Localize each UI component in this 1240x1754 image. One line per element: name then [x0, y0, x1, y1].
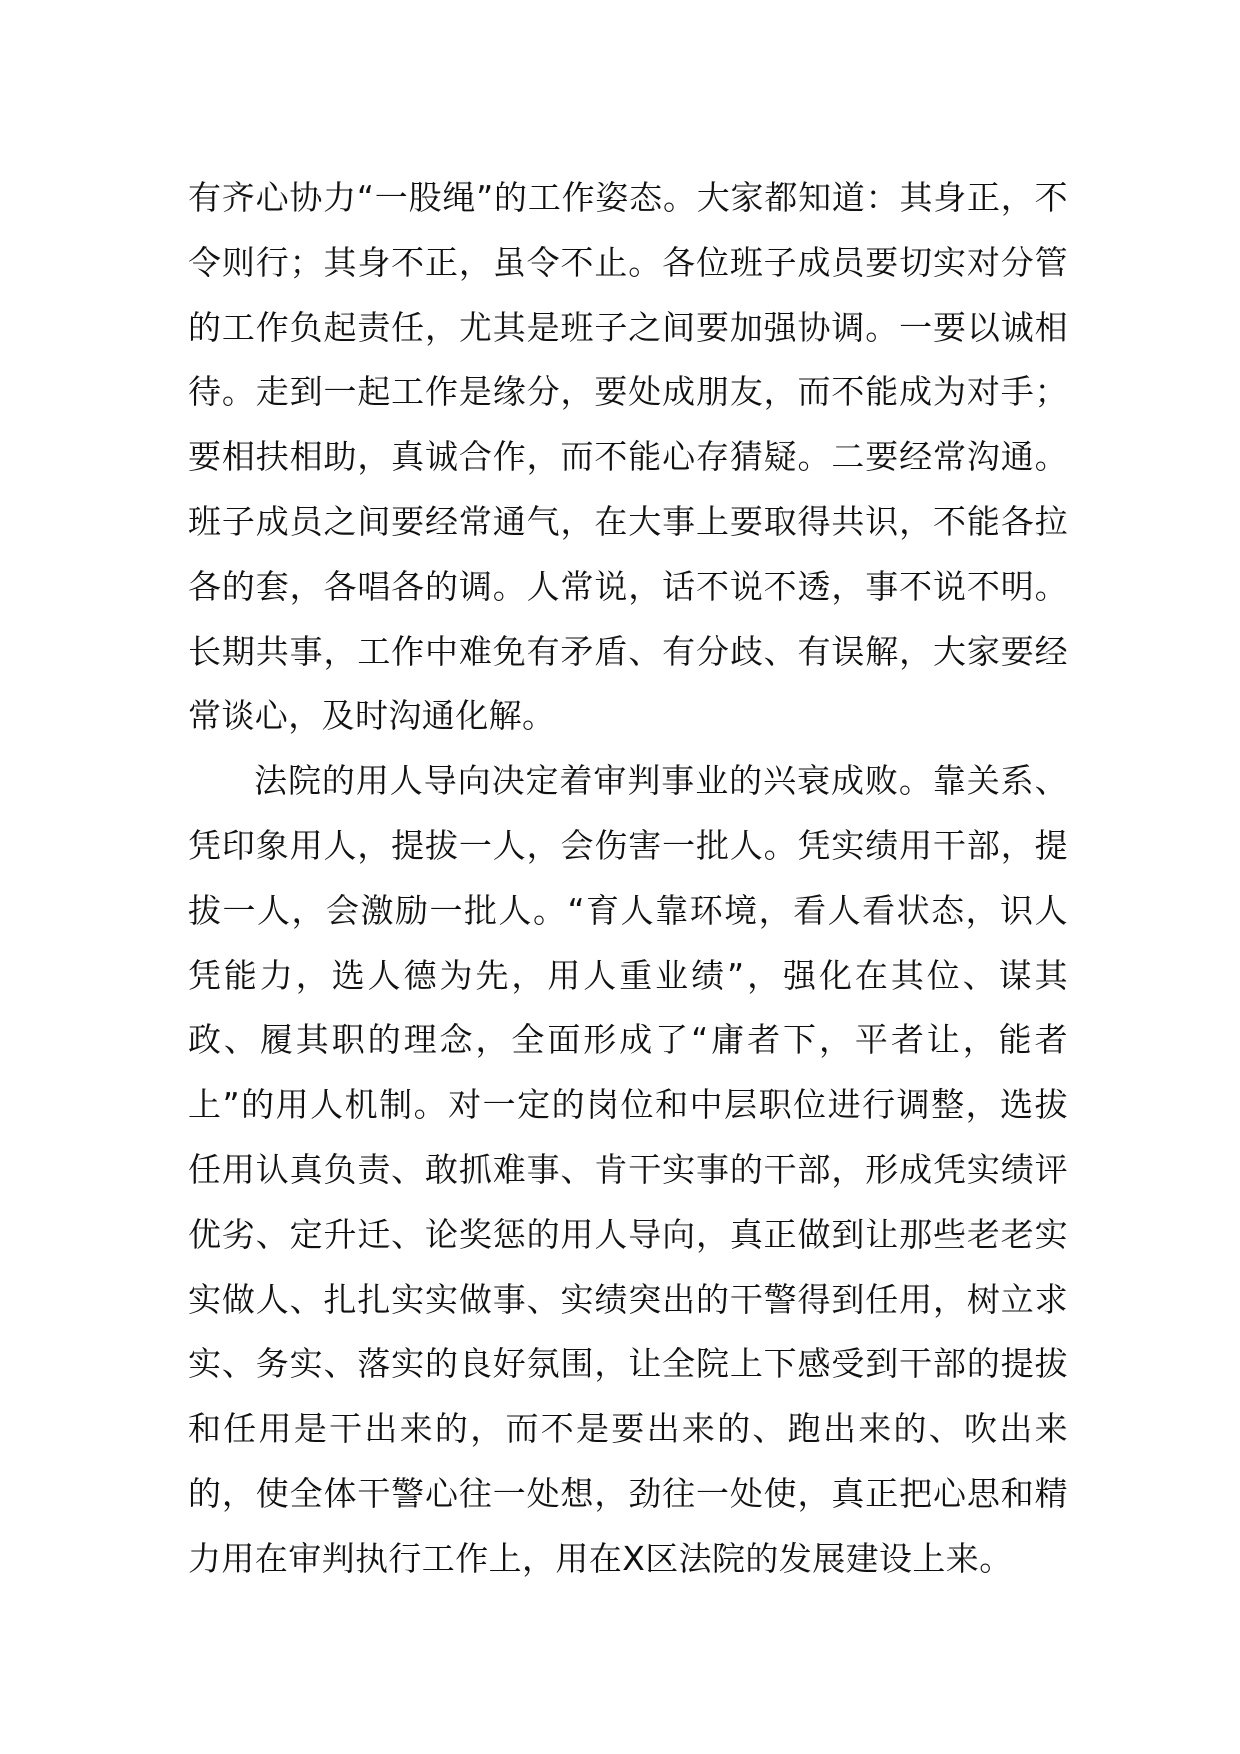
paragraph-court-appointment: 法院的用人导向决定着审判事业的兴衰成败。靠关系、凭印象用人，提拔一人，会伤害一批人。凭实绩用干部，提拔一人，会激励一批人。“育人靠环境，看人看状态，识人凭能力，选人德为先，用人重业绩”，强化在其位、谋其政、履其职的理念，全面形成了“庸者下，平者让，能者上”的用人机制。对一定的岗位和中层职位进行调整，选拔任用认真负责、敢抓难事、肯干实事的干部，形成凭实绩评优劣、定升迁、论奖惩的用人导向，真正做到让那些老老实实做人、扎扎实实做事、实绩突出的干警得到任用，树立求实、务实、落实的良好氛围，让全院上下感受到干部的提拔和任用是干出来的，而不是要出来的、跑出来的、吹出来的，使全体干警心往一处想，劲往一处使，真正把心思和精力用在审判执行工作上，用在X区法院的发展建设上来。 — [188, 761, 1068, 1578]
body-text — [188, 166, 1068, 1592]
paragraph-continued: 有齐心协力“一股绳”的工作姿态。大家都知道：其身正，不令则行；其身不正，虽令不止。各位班子成员要切实对分管的工作负起责任，尤其是班子之间要加强协调。一要以诚相待。走到一起工作是缘分，要处成朋友，而不能成为对手；要相扶相助，真诚合作，而不能心存猜疑。二要经常沟通。班子成员之间要经常通气，在大事上要取得共识，不能各拉各的套，各唱各的调。人常说，话不说不透，事不说不明。长期共事，工作中难免有矛盾、有分歧、有误解，大家要经常谈心，及时沟通化解。 — [188, 178, 1068, 736]
